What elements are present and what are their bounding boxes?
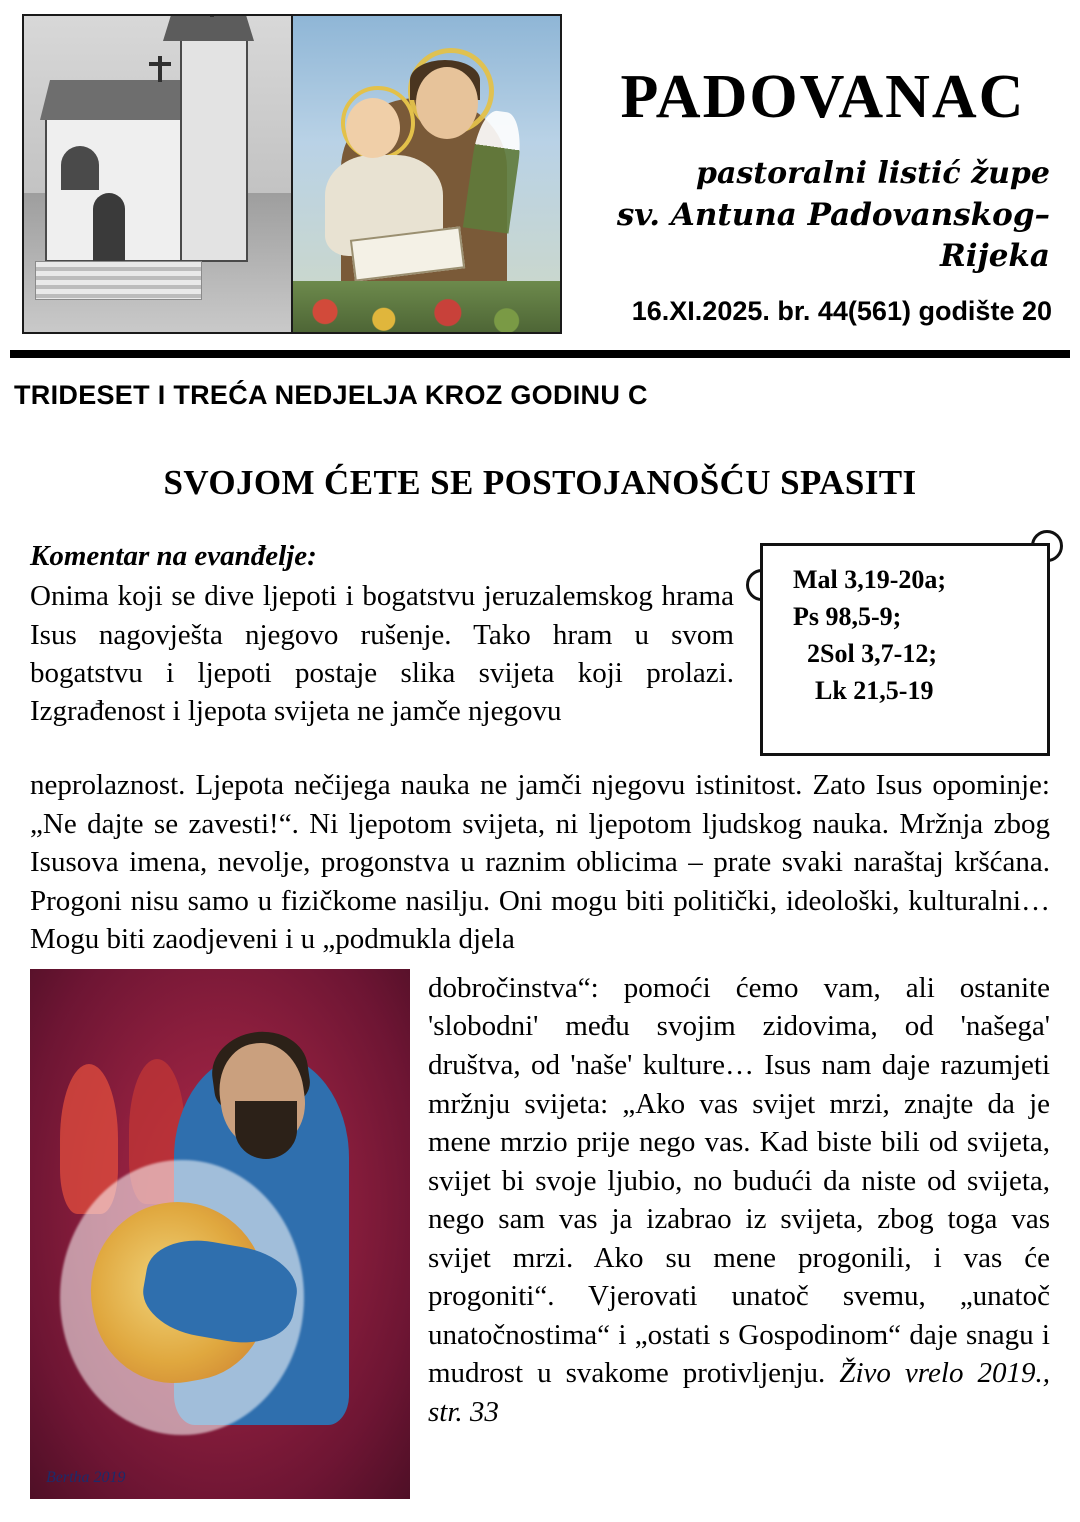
church-photo: [24, 16, 291, 332]
artwork-image: [30, 969, 410, 1499]
commentary-text-1: Onima koji se dive ljepoti i bogatstvu jeruzalemskog hrama Isus nagovješta njegovo rušenje. Tako hram u svom bogatstvu i ljepoti postaje slika svijeta koji prolazi. Izgrađenost i ljepota svijeta ne jamče njegovu: [30, 580, 734, 728]
church-belltower: [180, 31, 248, 263]
reading-line-2: Ps 98,5-9;: [793, 601, 902, 631]
commentary-paragraph-3: [428, 969, 1050, 1499]
readings-list: [760, 543, 1050, 756]
cross-icon: [158, 56, 162, 82]
commentary-text-3: dobročinstva“: pomoći ćemo vam, ali ostanite 'slobodni' među svojim zidovima, od 'našega' društva, od 'naše' kulture… Isus nam daje razumjeti mržnju svijeta: „Ako vas svijet mrzi, znajte da je mene mrzio prije nego vas. Kad biste bili od svijeta, svijet bi svoje ljubio, no budući da niste od svijeta, nego sam vas ja izabrao iz svijeta, zbog toga vas svijet mrzi. Ako su mene progonili, i vas će progoniti“. Vjerovati unatoč svemu, „unatoč unatočnostima“ i „ostati s Gospodinom“ daje snagu i mudrost u svakome protivljenju.: [428, 971, 1050, 1390]
liturgical-sunday-label: TRIDESET I TREĆA NEDJELJA KROZ GODINU C: [14, 380, 648, 410]
artwork-signature: Bertha 2019: [46, 1468, 126, 1486]
article-title: SVOJOM ĆETE SE POSTOJANOŠĆU SPASITI: [163, 463, 917, 502]
commentary-source: Živo vrelo 2019., str. 33: [428, 1357, 1050, 1428]
article-body: [0, 537, 1080, 1499]
reading-line-3: 2Sol 3,7-12;: [807, 638, 937, 668]
church-window: [61, 146, 98, 190]
lower-section: [30, 969, 1050, 1499]
masthead-image-pair: [22, 14, 562, 334]
church-roof: [40, 80, 195, 120]
commentary-label: Komentar na evanđelje:: [30, 540, 317, 572]
saint-head: [416, 67, 478, 139]
saint-anthony-image: [291, 16, 560, 332]
paper-title: PADOVANAC: [620, 63, 1026, 131]
paper-subtitle-line1: pastoralni listić župe: [695, 156, 1050, 191]
readings-scroll: [760, 543, 1050, 756]
reading-line-1: Mal 3,19-20a;: [793, 565, 947, 594]
masthead: [0, 0, 1080, 334]
flowers: [293, 281, 560, 332]
church-steps: [35, 261, 203, 301]
header-divider: [10, 350, 1070, 358]
church-door: [93, 193, 125, 263]
belltower-roof: [163, 16, 254, 41]
commentary-paragraph-2: neprolaznost. Ljepota nečijega nauka ne jamči njegovu istinitost. Zato Isus opominje: „Ne dajte se zavesti!“. Ni ljepotom svijeta, ni ljepotom ljudskog nauka. Mržnja zbog Isusova imena, nevolje, progonstva u raznim oblicima – prate svaki naraštaj kršćana. Progoni nisu samo u fizičkome nasilju. Oni mogu biti politički, ideološki, kulturalni… Mogu biti zaodjeveni i u „podmukla djela: [30, 769, 1050, 956]
paper-subtitle-line2: sv. Antuna Padovanskog–Rijeka: [616, 196, 1050, 275]
masthead-text: [562, 14, 1058, 327]
reading-line-4: Lk 21,5-19: [815, 675, 934, 705]
issue-info: 16.XI.2025. br. 44(561) godište 20: [631, 296, 1052, 327]
cross-icon: [210, 16, 214, 17]
